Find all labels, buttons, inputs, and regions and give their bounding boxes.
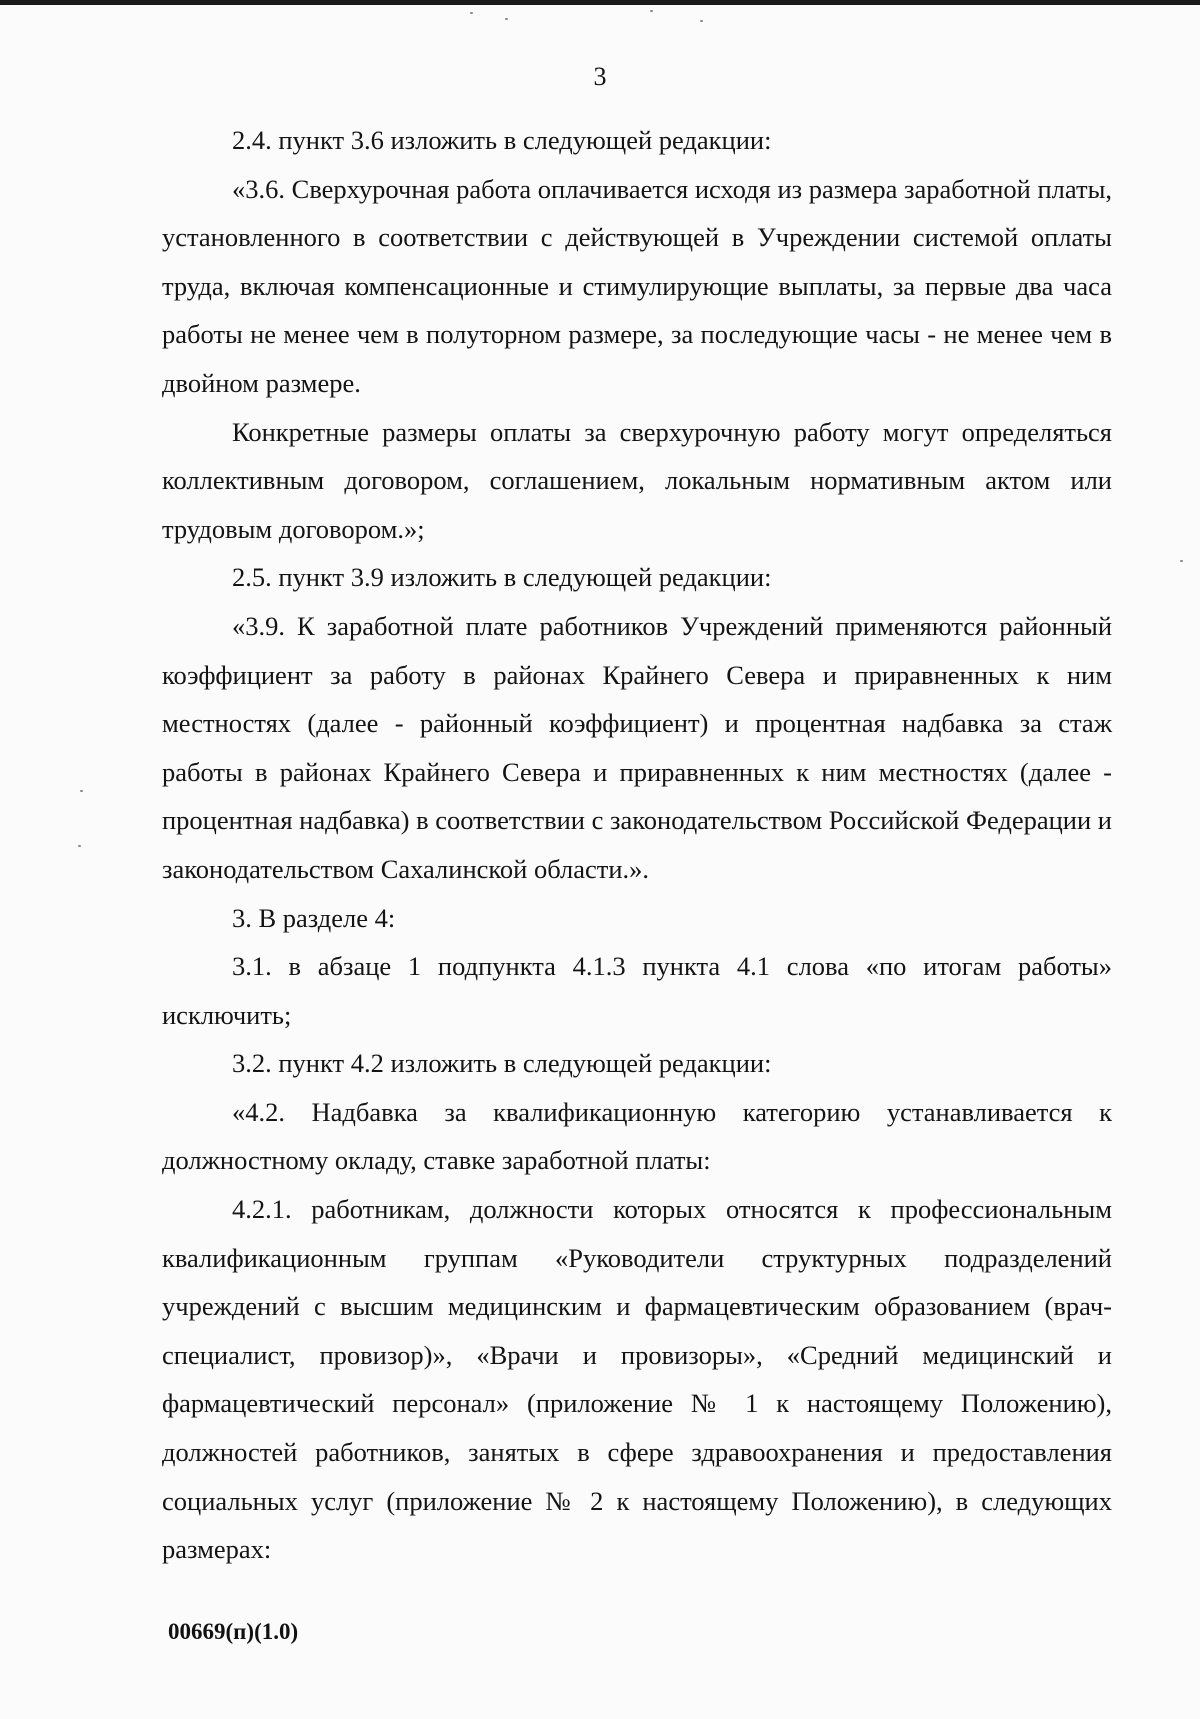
document-code: 00669(п)(1.0) <box>168 1619 299 1644</box>
paragraph-overtime-rates: Конкретные размеры оплаты за сверхурочную работу могут определяться коллективным договором, соглашением, локальным нормативным актом или трудовым договором.»; <box>162 416 1112 544</box>
paragraph-2-5: 2.5. пункт 3.9 изложить в следующей редакции: <box>232 562 772 593</box>
page-number: 3 <box>593 62 607 91</box>
paragraph-3-2: 3.2. пункт 4.2 изложить в следующей редакции: <box>232 1048 772 1079</box>
paragraph-3-1: 3.1. в абзаце 1 подпункта 4.1.3 пункта 4.1 слова «по итогам работы» исключить; <box>162 951 1112 1030</box>
paragraph-3-6-quote: «3.6. Сверхурочная работа оплачивается исходя из размера заработной платы, установленного в соответствии с действующей в Учреждении системой оплаты труда, включая компенсационные и стимулирующие выплаты, за первые два часа работы не менее чем в полуторном размере, за последующие часы - не менее чем в двойном размере. <box>162 173 1112 398</box>
paragraph-section-3: 3. В разделе 4: <box>232 902 396 933</box>
top-scan-edge <box>0 0 1200 5</box>
paragraph-2-4: 2.4. пункт 3.6 изложить в следующей редакции: <box>232 125 772 155</box>
paragraph-4-2-1: 4.2.1. работникам, должности которых относятся к профессиональным квалификационным группам «Руководители структурных подразделений учреждений с высшим медицинским и фармацевтическим образованием (врач-специалист, провизор)», «Врачи и провизоры», «Средний медицинский и фармацевтический персонал» (приложение № 1 к настоящему Положению), должностей работников, занятых в сфере здравоохранения и предоставления социальных услуг (приложение № 2 к настоящему Положению), в следующих размерах: <box>162 1194 1112 1565</box>
paragraph-3-9-quote: «3.9. К заработной плате работников Учреждений применяются районный коэффициент за работу в районах Крайнего Севера и приравненных к ним местностях (далее - районный коэффициент) и процентная надбавка за стаж работы в районах Крайнего Севера и приравненных к ним местностях (далее - процентная надбавка) в соответствии с законодательством Российской Федерации и законодательством Сахалинской области.». <box>162 610 1112 884</box>
scan-speck <box>1180 560 1183 562</box>
scan-speck <box>505 18 508 20</box>
scan-speck <box>80 790 83 792</box>
scan-speck <box>470 12 473 14</box>
document-body <box>162 116 1112 1574</box>
paragraph-4-2-quote: «4.2. Надбавка за квалификационную категорию устанавливается к должностному окладу, ставке заработной платы: <box>162 1096 1112 1176</box>
scan-speck <box>650 10 653 12</box>
scan-speck <box>700 20 703 22</box>
scan-speck <box>78 845 81 847</box>
